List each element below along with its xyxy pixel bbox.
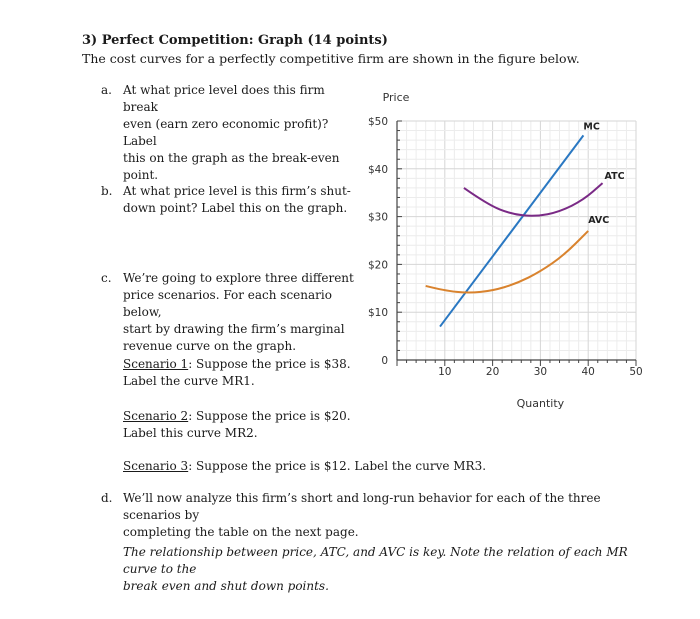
x-tick-label: 40 [581, 366, 595, 378]
scenario-3-name: Scenario 3 [123, 459, 189, 473]
note-line-1: The relationship between price, ATC, and AVC is key. Note the relation of each MR curve to the [123, 545, 628, 576]
scenario-2-text: : Suppose the price is $20. [188, 409, 351, 423]
question-a-line-2: even (earn zero economic profit)? Label [123, 117, 329, 148]
scenario-1-text: : Suppose the price is $38. [188, 357, 351, 371]
y-tick-label: $20 [367, 259, 388, 272]
x-tick-label: 30 [533, 366, 548, 378]
x-axis-title: Quantity [516, 397, 565, 410]
question-b-line-1: At what price level is this firm’s shut- [123, 184, 351, 198]
question-b-label: b. [101, 184, 113, 198]
curve-label-mc: MC [583, 121, 600, 133]
scenario-2-name: Scenario 2 [123, 409, 189, 423]
x-tick-label: 50 [629, 366, 643, 378]
y-tick-label: $40 [367, 163, 388, 176]
x-tick-label: 10 [438, 366, 452, 378]
chart-axes [397, 121, 636, 360]
question-a-line-3: this on the graph as the break-even point. [123, 151, 340, 182]
chart-series [426, 135, 603, 326]
question-d-label: d. [101, 491, 113, 505]
chart-ticks [397, 121, 636, 366]
curve-label-atc: ATC [604, 171, 625, 183]
y-axis-title: Price [382, 91, 410, 104]
note-line-2: break even and shut down points. [123, 579, 329, 593]
question-c-line-2: price scenarios. For each scenario below, [123, 288, 332, 319]
scenario-3-text: : Suppose the price is $12. Label the curve MR3. [188, 459, 487, 473]
question-d-line-1: We’ll now analyze this firm’s short and long-run behavior for each of the three scenarios by [123, 491, 601, 522]
chart-labels [368, 91, 643, 410]
chart-grid [397, 121, 636, 360]
question-d-line-2: completing the table on the next page. [123, 525, 359, 539]
scenario-1-name: Scenario 1 [123, 357, 189, 371]
question-a-line-1: At what price level does this firm break [123, 83, 325, 114]
question-c-label: c. [101, 271, 112, 285]
y-tick-label: $50 [367, 116, 388, 128]
y-tick-label: $10 [367, 307, 388, 320]
intro-text: The cost curves for a perfectly competitive firm are shown in the figure below. [82, 51, 580, 66]
section-heading: 3) Perfect Competition: Graph (14 points) [82, 33, 388, 48]
y-tick-label: 0 [381, 355, 388, 367]
question-c-line-3: start by drawing the firm’s marginal [123, 322, 345, 336]
scenario-2-line2: Label this curve MR2. [123, 426, 258, 440]
curve-label-avc: AVC [588, 214, 610, 226]
question-a-label: a. [101, 83, 112, 97]
question-b-line-2: down point? Label this on the graph. [123, 201, 348, 215]
question-c-line-4: revenue curve on the graph. [123, 339, 297, 353]
question-c-line-1: We’re going to explore three different [123, 271, 354, 285]
scenario-1-line2: Label the curve MR1. [123, 374, 255, 388]
x-tick-label: 20 [485, 366, 500, 378]
y-tick-label: $30 [367, 211, 388, 224]
